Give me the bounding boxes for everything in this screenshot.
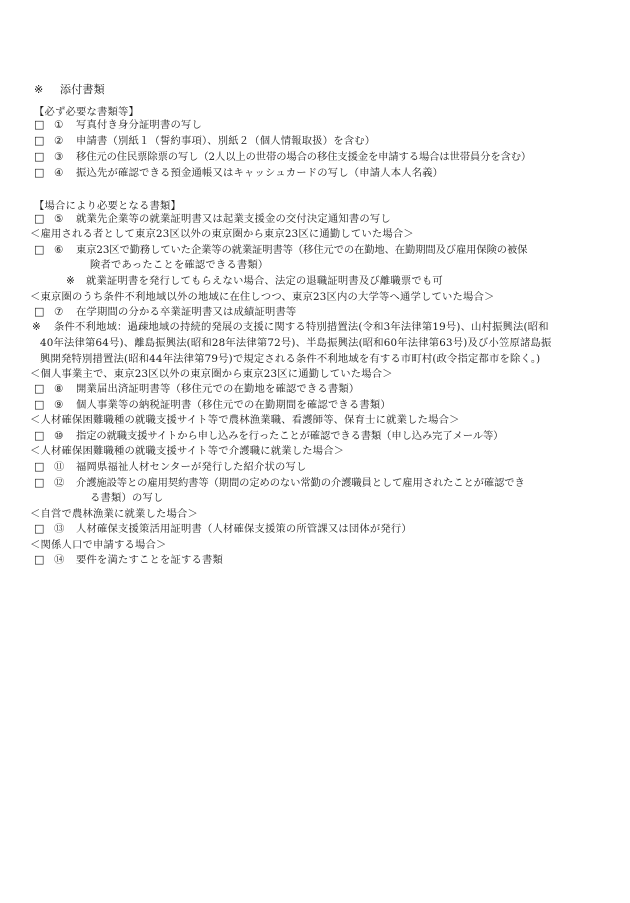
item-text: 指定の就職支援サイトから申し込みを行ったことが確認できる書類（申し込み完了メール等）: [76, 430, 504, 442]
checkbox-icon[interactable]: □: [34, 118, 45, 131]
item-number: ①: [54, 119, 64, 131]
item-text: 写真付き身分証明書の写し: [76, 119, 202, 131]
checkbox-icon[interactable]: □: [34, 150, 45, 163]
item-number: ②: [54, 135, 64, 147]
checklist-item: [34, 460, 307, 474]
item-number: ④: [54, 167, 64, 179]
checklist-item: [34, 118, 202, 132]
item-number: ③: [54, 151, 64, 163]
checkbox-icon[interactable]: □: [34, 522, 45, 535]
checklist-item: [34, 553, 223, 567]
checkbox-icon[interactable]: □: [34, 398, 45, 411]
item-text: 就業先企業等の就業証明書又は起業支援金の交付決定通知書の写し: [76, 213, 391, 225]
item-text-continuation: 険者であったことを確認できる書類）: [90, 259, 269, 271]
section-conditional-heading: 【場合により必要となる書類】: [34, 200, 181, 212]
checkbox-icon[interactable]: □: [34, 212, 45, 225]
item-text: 要件を満たすことを証する書類: [76, 554, 223, 566]
checklist-item: [34, 429, 503, 443]
item-number: ⑨: [54, 399, 64, 411]
checkbox-icon[interactable]: □: [34, 134, 45, 147]
item-text: 開業届出済証明書等（移住元での在勤地を確認できる書類）: [76, 383, 360, 395]
checklist-item: [34, 476, 525, 490]
item-number: ⑥: [54, 244, 64, 256]
item-text: 在学期間の分かる卒業証明書又は成績証明書等: [76, 306, 297, 318]
item-number: ⑬: [54, 523, 65, 535]
condition-heading: ＜個人事業主で、東京23区以外の東京圏から東京23区に通勤していた場合＞: [30, 368, 393, 380]
item-number: ⑤: [54, 213, 64, 225]
section-required-heading: 【必ず必要な書類等】: [34, 106, 139, 118]
checklist-item: [34, 166, 443, 180]
item-text-continuation: る書類）の写し: [90, 492, 164, 504]
remark-line: 興開発特別措置法(昭和44年法律第79号)で規定される条件不利地域を有する市町村(政令指定都市を除く。): [40, 353, 541, 365]
checklist-item: [34, 150, 531, 164]
condition-heading: ＜雇用される者として東京23区以外の東京圏から東京23区に通勤していた場合＞: [30, 228, 414, 240]
checkbox-icon[interactable]: □: [34, 166, 45, 179]
checkbox-icon[interactable]: □: [34, 429, 45, 442]
checklist-item: [34, 305, 296, 319]
checkbox-icon[interactable]: □: [34, 305, 45, 318]
item-number: ⑭: [54, 554, 65, 566]
item-text: 個人事業等の納税証明書（移住元での在勤期間を確認できる書類）: [76, 399, 391, 411]
checkbox-icon[interactable]: □: [34, 553, 45, 566]
item-note: [66, 274, 443, 288]
item-number: ⑧: [54, 383, 64, 395]
checkbox-icon[interactable]: □: [34, 382, 45, 395]
item-number: ⑫: [54, 477, 65, 489]
note-mark: ※: [66, 275, 75, 287]
page-title: [34, 81, 105, 97]
checkbox-icon[interactable]: □: [34, 460, 45, 473]
condition-heading: ＜自営で農林漁業に就業した場合＞: [30, 508, 198, 520]
checklist-item: [34, 522, 412, 536]
item-text: 東京23区で勤務していた企業等の就業証明書等（移住元での在勤地、在勤期間及び雇用保険の被保: [76, 244, 528, 256]
item-text: 福岡県福祉人材センターが発行した紹介状の写し: [76, 461, 307, 473]
item-text: 人材確保支援策活用証明書（人材確保支援策の所管課又は団体が発行）: [76, 523, 412, 535]
note-text: 就業証明書を発行してもらえない場合、法定の退職証明書及び離職票でも可: [86, 275, 443, 287]
checklist-item: [34, 134, 375, 148]
checklist-item: [34, 212, 391, 226]
remark-line: 40年法律第64号)、離島振興法(昭和28年法律第72号)、半島振興法(昭和60年法律第63号)及び小笠原諸島振: [40, 337, 552, 349]
checklist-item: [34, 382, 359, 396]
title-text: 添付書類: [60, 83, 105, 96]
item-text: 申請書（別紙１（誓約事項）、別紙２（個人情報取扱）を含む）: [76, 135, 376, 147]
item-number: ⑦: [54, 306, 64, 318]
item-number: ⑪: [54, 461, 65, 473]
checklist-item: [34, 243, 527, 257]
checkbox-icon[interactable]: □: [34, 476, 45, 489]
item-text: 振込先が確認できる預金通帳又はキャッシュカードの写し（申請人本人名義）: [76, 167, 444, 179]
item-text: 移住元の住民票除票の写し（2人以上の世帯の場合の移住支援金を申請する場合は世帯員分を含む）: [76, 151, 532, 163]
condition-heading: ＜東京圏のうち条件不利地域以外の地域に在住しつつ、東京23区内の大学等へ通学していた場合＞: [30, 291, 495, 303]
condition-heading: ＜関係人口で申請する場合＞: [30, 539, 167, 551]
item-text: 介護施設等との雇用契約書等（期間の定めのない常勤の介護職員として雇用されたことが確認でき: [76, 477, 525, 489]
note-mark: ※: [34, 83, 44, 96]
condition-heading: ＜人材確保困難職種の就職支援サイト等で農林漁業職、看護師等、保育士に就業した場合＞: [30, 414, 460, 426]
checklist-item: [34, 398, 391, 412]
note-mark: ※: [32, 321, 41, 333]
remark-line: 条件不利地域：過疎地域の持続的発展の支援に関する特別措置法(令和3年法律第19号)、山村振興法(昭和: [54, 321, 549, 333]
condition-heading: ＜人材確保困難職種の就職支援サイト等で介護職に就業した場合＞: [30, 445, 345, 457]
item-number: ⑩: [54, 430, 64, 442]
checkbox-icon[interactable]: □: [34, 243, 45, 256]
